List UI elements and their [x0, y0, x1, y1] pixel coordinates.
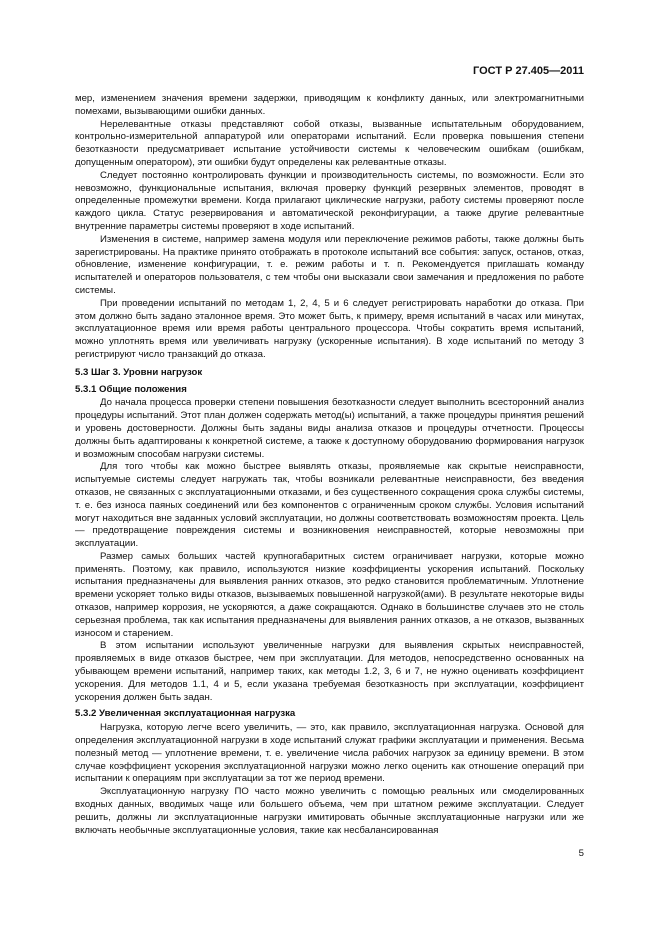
page-body — [75, 93, 584, 837]
paragraph: Изменения в системе, например замена модуля или переключение режимов работы, также должны быть зарегистрированы. На практике принято отображать в протоколе испытаний все события: запуск, останов, отказ, обновление, изменение конфигурации, т. е. режим работы и т. п. Рекомендуется приглашать команду испытателей и операторов пользователя, с тем чтобы они высказали свои замечания и предложения по работе системы. — [75, 233, 584, 296]
paragraph: В этом испытании используют увеличенные нагрузки для выявления скрытых неисправностей, проявляемых в виде отказов быстрее, чем при эксплуатации. Для методов, непосредственно основанных на убывающем времени испытаний, например таких, как методы 1.2, 3, 6 и 7, не нужно оценивать коэффициент ускорения. Для методов 1.1, 4 и 5, если указана требуемая безотказность при эксплуатации, коэффициент ускорения должен быть задан. — [75, 640, 584, 703]
paragraph: Нагрузка, которую легче всего увеличить, — это, как правило, эксплуатационная нагрузка. Основой для определения эксплуатационной нагрузки в ходе испытаний служат графики эксплуатации и применения. Весьма полезный метод — уплотнение времени, т. е. увеличение числа рабочих нагрузок за единицу времени. В этом случае коэффициент ускорения эксплуатационной нагрузки можно легко оценить как отношение операций при испытании к операциям при эксплуатации за тот же период времени. — [75, 722, 584, 785]
paragraph: мер, изменением значения времени задержки, приводящим к конфликту данных, или электромагнитными помехами, вызывающими ошибки данных. — [75, 93, 584, 117]
section-heading-5-3-1: 5.3.1 Общие положения — [75, 383, 187, 395]
paragraph: Следует постоянно контролировать функции и производительность системы, по возможности. Если это невозможно, функциональные испытания, включая проверку функций резервных элементов, проводят в определенные промежутки времени. Когда прилагают циклические нагрузки, работу системы проверяют после каждого цикла. Статус резервирования и автоматической реконфигурации, а также другие релевантные внутренние параметры системы проверяют в ходе испытаний. — [75, 169, 584, 232]
paragraph: До начала процесса проверки степени повышения безотказности следует выполнить всесторонний анализ процедуры испытаний. Этот план должен содержать метод(ы) испытаний, а также процедуры принятия решений и уровень достоверности. Должны быть заданы виды анализа отказов и процедуры отчетности. Процессы должны быть адаптированы к конкретной системе, а также к доступному оборудованию формирования нагрузок и возможным способам нагрузки системы. — [75, 397, 584, 460]
paragraph: Для того чтобы как можно быстрее выявлять отказы, проявляемые как скрытые неисправности, испытуемые системы следует нагружать так, чтобы возникали релевантные неисправности, без введения отказов, не связанных с эксплуатационными отказами, и без существенного сокращения срока службы системы, т. е. без износа паяных соединений или без компонентов с ограниченным сроком службы. Условия испытаний могут находиться вне заданных условий эксплуатации, но должны соответствовать возможностям проекта. Цель — предотвращение повреждения системы и возникновения неисправностей, которые невозможны при эксплуатации. — [75, 461, 584, 550]
paragraph: Размер самых больших частей крупногабаритных систем ограничивает нагрузки, которые можно применять. Поэтому, как правило, используются низкие коэффициенты ускорения испытаний. Поскольку испытания предназначены для выявления ранних отказов, это редко становится проблематичным. Уплотнение времени ускоряет только виды отказов, вызываемых повышенной нагрузкой(ами). В результате некоторые виды отказов, например коррозия, не ускоряются, а даже сокращаются. Однако в большинстве случаев это не столь серьезная проблема, так как испытания предназначены для выявления ранних отказов, а не отказов, вызванных износом и старением. — [75, 550, 584, 639]
paragraph: При проведении испытаний по методам 1, 2, 4, 5 и 6 следует регистрировать наработки до отказа. При этом должно быть задано эталонное время. Это может быть, к примеру, время испытаний в часах или минутах, эксплуатационное время или время работы центрального процессора. Чтобы сократить время испытаний, можно уплотнять время или увеличивать нагрузку (ускоренные испытания). В ходе испытаний по методу 3 регистрируют число транзакций до отказа. — [75, 297, 584, 360]
section-heading-5-3-2: 5.3.2 Увеличенная эксплуатационная нагрузка — [75, 708, 296, 720]
page-number: 5 — [578, 848, 584, 859]
document-header: ГОСТ Р 27.405—2011 — [473, 65, 584, 77]
paragraph: Нерелевантные отказы представляют собой отказы, вызванные испытательным оборудованием, контрольно-измерительной аппаратурой или операторами испытаний. Если проверка повышения степени безотказности предусматривает испытание устойчивости системы к человеческим ошибкам (ошибкам, допущенным оператором), эти ошибки будут определены как релевантные отказы. — [75, 118, 584, 168]
paragraph: Эксплуатационную нагрузку ПО часто можно увеличить с помощью реальных или смоделированных входных данных, вводимых чаще или большего объема, чем при штатном режиме эксплуатации. Следует решить, должны ли эксплуатационные нагрузки имитировать обычные эксплуатационные нагрузки или же включать необычные эксплуатационные условия, такие как несбалансированная — [75, 786, 584, 836]
section-heading-5-3: 5.3 Шаг 3. Уровни нагрузок — [75, 366, 203, 378]
